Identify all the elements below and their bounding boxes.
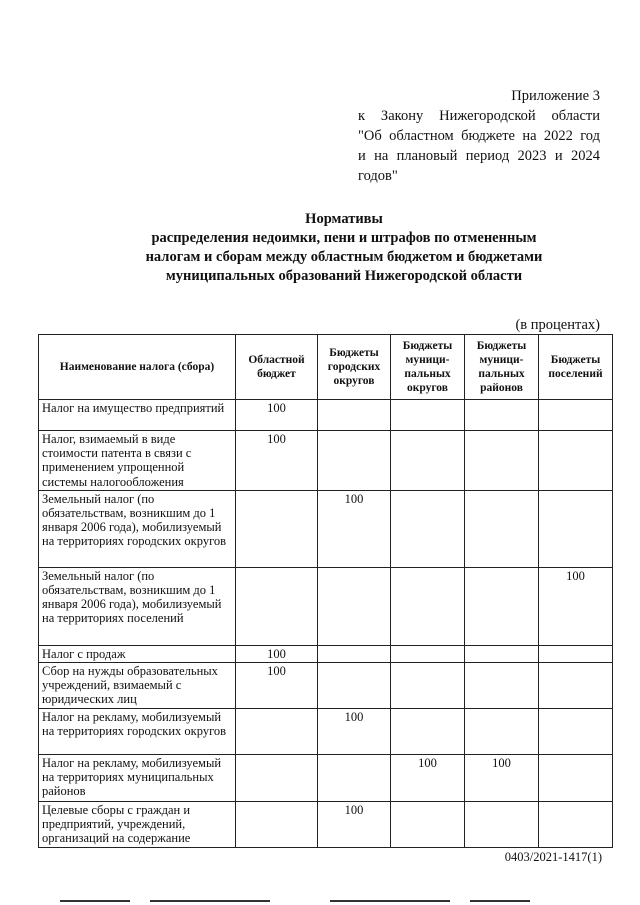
value-cell: 100 xyxy=(236,663,318,709)
header-settlements: Бюджеты поселений xyxy=(539,335,613,400)
value-cell: 100 xyxy=(391,754,465,801)
table-row xyxy=(39,708,613,754)
value-cell: 100 xyxy=(318,801,391,847)
value-cell xyxy=(465,801,539,847)
table-header-row xyxy=(39,335,613,400)
value-cell xyxy=(539,490,613,567)
norms-table xyxy=(38,334,613,848)
header-regional-budget: Областной бюджет xyxy=(236,335,318,400)
header-municipal-districts: Бюджеты муници-пальных районов xyxy=(465,335,539,400)
tax-name-cell: Налог с продаж xyxy=(39,645,236,662)
value-cell xyxy=(391,708,465,754)
value-cell xyxy=(465,431,539,491)
tax-name-cell: Налог на рекламу, мобилизуемый на территориях городских округов xyxy=(39,708,236,754)
table-row xyxy=(39,754,613,801)
value-cell xyxy=(236,490,318,567)
header-municipal-okrugs: Бюджеты муници-пальных округов xyxy=(391,335,465,400)
table-row xyxy=(39,400,613,431)
value-cell xyxy=(539,663,613,709)
title-line: налогам и сборам между областным бюджетом и бюджетами xyxy=(145,249,543,265)
value-cell xyxy=(465,490,539,567)
tax-name-cell: Сбор на нужды образовательных учреждений, взимаемый с юридических лиц xyxy=(39,663,236,709)
value-cell: 100 xyxy=(236,400,318,431)
value-cell xyxy=(318,663,391,709)
value-cell xyxy=(391,490,465,567)
value-cell xyxy=(236,801,318,847)
appendix-line: "Об областном бюджете на 2022 год xyxy=(358,128,600,144)
document-code: 0403/2021-1417(1) xyxy=(504,850,602,864)
tax-name-cell: Земельный налог (по обязательствам, возникшим до 1 января 2006 года), мобилизуемый на территориях городских округов xyxy=(39,490,236,567)
value-cell xyxy=(465,567,539,645)
tax-name-cell: Налог на имущество предприятий xyxy=(39,400,236,431)
table-row xyxy=(39,663,613,709)
appendix-line: и на плановый период 2023 и 2024 xyxy=(358,148,600,164)
value-cell: 100 xyxy=(465,754,539,801)
tax-name-cell: Целевые сборы с граждан и предприятий, учреждений, организаций на содержание xyxy=(39,801,236,847)
value-cell: 100 xyxy=(236,645,318,662)
value-cell xyxy=(539,708,613,754)
value-cell xyxy=(391,663,465,709)
table-row xyxy=(39,431,613,491)
value-cell xyxy=(391,567,465,645)
table-row xyxy=(39,645,613,662)
value-cell xyxy=(539,801,613,847)
value-cell xyxy=(236,567,318,645)
title-line: распределения недоимки, пени и штрафов по отмененным xyxy=(151,230,537,246)
scan-artifact xyxy=(330,900,450,902)
value-cell: 100 xyxy=(539,567,613,645)
units-note: (в процентах) xyxy=(515,317,600,333)
scan-artifact xyxy=(470,900,530,902)
appendix-caption xyxy=(358,86,600,186)
appendix-line: Приложение 3 xyxy=(511,88,600,104)
tax-name-cell: Земельный налог (по обязательствам, возникшим до 1 января 2006 года), мобилизуемый на территориях поселений xyxy=(39,567,236,645)
value-cell xyxy=(539,645,613,662)
header-city-districts: Бюджеты городских округов xyxy=(318,335,391,400)
value-cell xyxy=(318,431,391,491)
scan-artifact xyxy=(150,900,270,902)
value-cell xyxy=(539,400,613,431)
appendix-line: годов" xyxy=(358,168,398,184)
title-line: муниципальных образований Нижегородской области xyxy=(165,268,523,284)
value-cell: 100 xyxy=(236,431,318,491)
table-row xyxy=(39,801,613,847)
value-cell xyxy=(465,708,539,754)
tax-name-cell: Налог, взимаемый в виде стоимости патента в связи с применением упрощенной системы налогообложения xyxy=(39,431,236,491)
scan-artifact xyxy=(60,900,130,902)
value-cell xyxy=(465,645,539,662)
value-cell xyxy=(391,801,465,847)
value-cell xyxy=(236,708,318,754)
title-line: Нормативы xyxy=(305,211,383,227)
value-cell: 100 xyxy=(318,490,391,567)
value-cell xyxy=(391,431,465,491)
value-cell xyxy=(318,645,391,662)
value-cell xyxy=(539,754,613,801)
document-title xyxy=(70,210,618,286)
value-cell xyxy=(236,754,318,801)
appendix-line: к Закону Нижегородской области xyxy=(358,108,600,124)
value-cell xyxy=(465,400,539,431)
value-cell xyxy=(318,567,391,645)
value-cell xyxy=(318,754,391,801)
value-cell xyxy=(539,431,613,491)
value-cell xyxy=(391,645,465,662)
table-row xyxy=(39,567,613,645)
value-cell xyxy=(318,400,391,431)
tax-name-cell: Налог на рекламу, мобилизуемый на территориях муниципальных районов xyxy=(39,754,236,801)
header-tax-name: Наименование налога (сбора) xyxy=(39,335,236,400)
table-row xyxy=(39,490,613,567)
value-cell xyxy=(465,663,539,709)
value-cell: 100 xyxy=(318,708,391,754)
value-cell xyxy=(391,400,465,431)
